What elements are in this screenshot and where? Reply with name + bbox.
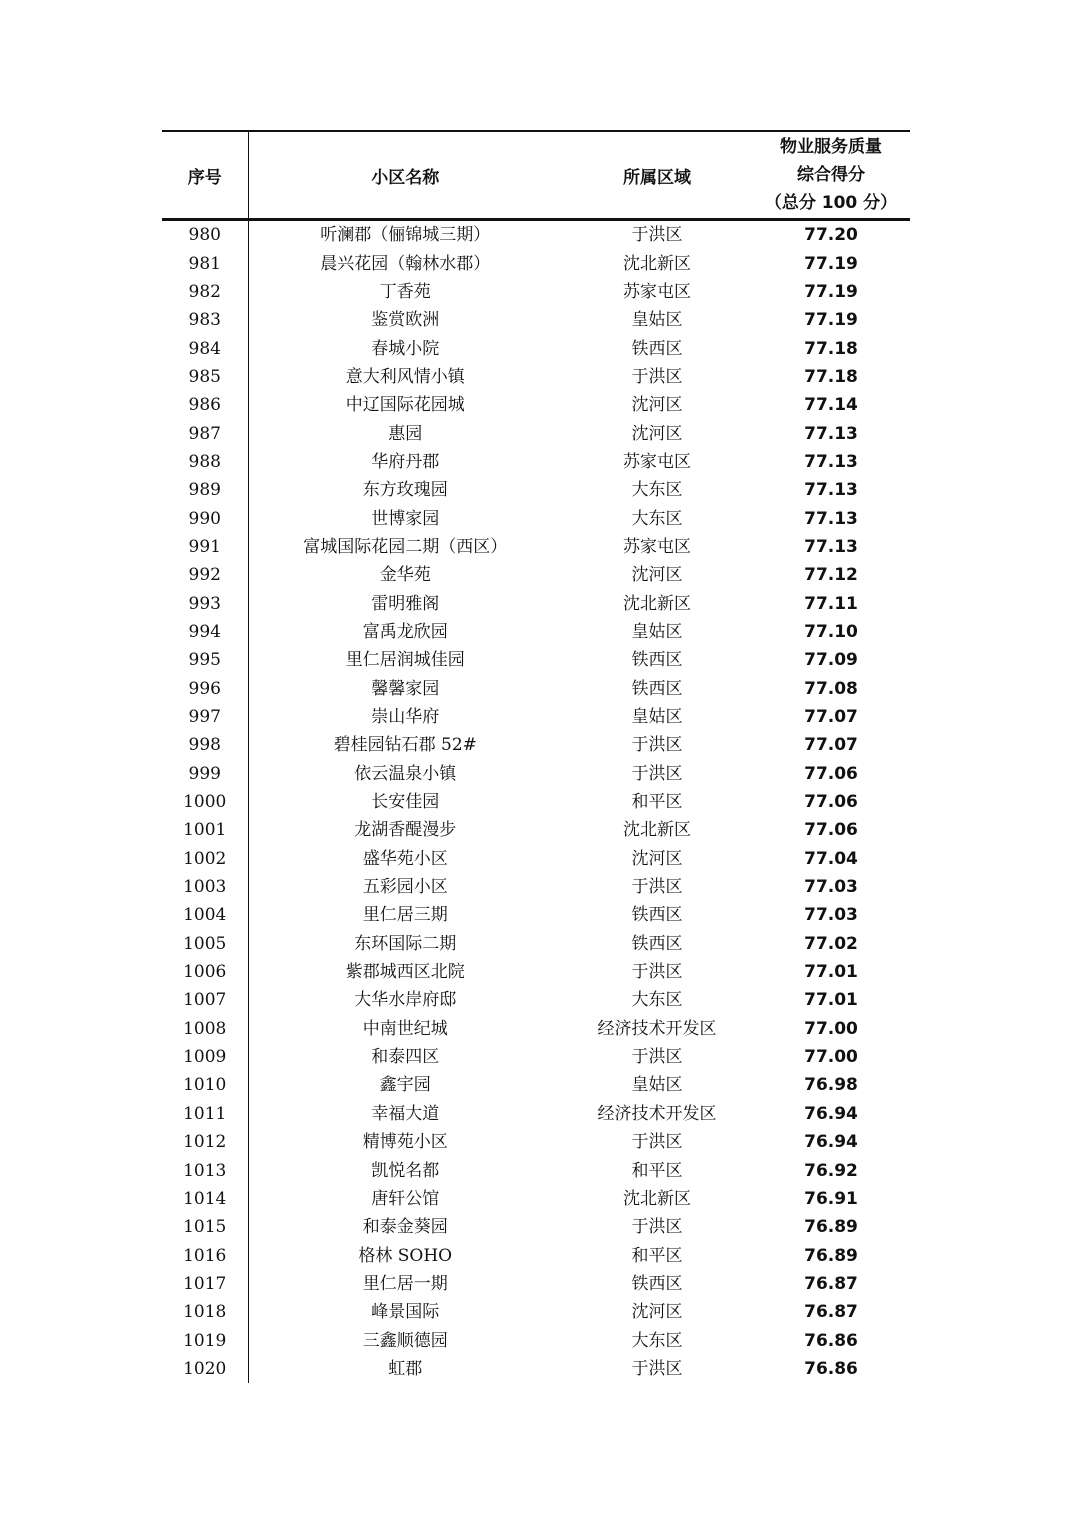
row-community-name: 东环国际二期 (354, 933, 457, 954)
row-score: 76.91 (804, 1188, 858, 1209)
table-row (162, 391, 910, 419)
row-district: 铁西区 (631, 678, 683, 699)
row-score: 76.98 (804, 1075, 858, 1096)
row-district: 沈北新区 (623, 1188, 691, 1209)
row-community-name: 春城小院 (371, 338, 440, 359)
row-district: 皇姑区 (631, 621, 683, 642)
row-district: 于洪区 (631, 1358, 683, 1379)
row-district: 大东区 (631, 990, 683, 1011)
row-index: 992 (162, 561, 248, 589)
row-index: 989 (162, 476, 248, 504)
row-district: 铁西区 (631, 650, 683, 671)
table-row (162, 1100, 910, 1128)
row-community-name: 三鑫顺德园 (362, 1330, 448, 1351)
row-community-name: 鑫宇园 (379, 1075, 431, 1096)
row-community-name: 龙湖香醍漫步 (354, 820, 457, 841)
row-index: 1004 (162, 901, 248, 929)
header-score-line1: 物业服务质量 (780, 137, 882, 157)
row-score: 77.13 (804, 536, 858, 557)
row-community-name: 鉴赏欧洲 (371, 310, 440, 331)
row-community-name: 惠园 (388, 423, 423, 444)
row-district: 经济技术开发区 (597, 1103, 717, 1124)
row-community-name: 华府丹郡 (371, 451, 440, 472)
row-district: 经济技术开发区 (597, 1018, 717, 1039)
row-community-name: 富城国际花园二期（西区） (303, 536, 508, 557)
row-index: 984 (162, 334, 248, 362)
table-row (162, 646, 910, 674)
table-row (162, 1298, 910, 1326)
row-score: 77.02 (804, 933, 858, 954)
row-community-name: 中南世纪城 (362, 1018, 448, 1039)
table-row (162, 873, 910, 901)
row-score: 77.18 (804, 338, 858, 359)
table-row (162, 958, 910, 986)
table-row (162, 1270, 910, 1298)
row-score: 77.03 (804, 877, 858, 898)
row-community-name: 雷明雅阁 (371, 593, 440, 614)
row-score: 77.06 (804, 792, 858, 813)
table-row (162, 618, 910, 646)
table-row (162, 1043, 910, 1071)
row-score: 77.11 (804, 593, 858, 614)
row-score: 77.07 (804, 707, 858, 728)
table-row (162, 901, 910, 929)
row-community-name: 世博家园 (371, 508, 440, 529)
row-score: 76.94 (804, 1132, 858, 1153)
row-score: 76.92 (804, 1160, 858, 1181)
row-index: 1019 (162, 1326, 248, 1354)
row-community-name: 唐轩公馆 (371, 1188, 440, 1209)
row-district: 于洪区 (631, 225, 683, 246)
row-index: 988 (162, 448, 248, 476)
table-row (162, 986, 910, 1014)
header-score-line3: （总分 100 分） (764, 193, 898, 213)
row-community-name: 凯悦名都 (371, 1160, 440, 1181)
row-community-name: 馨馨家园 (371, 678, 440, 699)
table-row (162, 363, 910, 391)
row-index: 1003 (162, 873, 248, 901)
table-row (162, 249, 910, 277)
row-district: 沈河区 (631, 395, 683, 416)
row-score: 77.18 (804, 366, 858, 387)
row-index: 995 (162, 646, 248, 674)
row-district: 于洪区 (631, 735, 683, 756)
row-index: 1016 (162, 1241, 248, 1269)
row-community-name: 晨兴花园（翰林水郡） (320, 253, 491, 274)
table-row (162, 1156, 910, 1184)
row-district: 皇姑区 (631, 1075, 683, 1096)
row-score: 77.03 (804, 905, 858, 926)
row-score: 76.89 (804, 1245, 858, 1266)
row-score: 77.19 (804, 310, 858, 331)
row-community-name: 五彩园小区 (362, 877, 448, 898)
header-name: 小区名称 (248, 131, 562, 220)
row-index: 1013 (162, 1156, 248, 1184)
row-index: 1012 (162, 1128, 248, 1156)
row-district: 和平区 (631, 792, 683, 813)
row-community-name: 碧桂园钻石郡 52# (333, 735, 477, 756)
row-index: 991 (162, 533, 248, 561)
row-score: 77.13 (804, 423, 858, 444)
row-community-name: 大华水岸府邸 (354, 990, 457, 1011)
row-index: 987 (162, 419, 248, 447)
row-index: 996 (162, 675, 248, 703)
row-community-name: 格林 SOHO (358, 1245, 453, 1266)
table-row (162, 589, 910, 617)
row-community-name: 东方玫瑰园 (362, 480, 448, 501)
row-index: 986 (162, 391, 248, 419)
row-district: 大东区 (631, 1330, 683, 1351)
table-row (162, 1326, 910, 1354)
row-district: 沈河区 (631, 423, 683, 444)
row-index: 1015 (162, 1213, 248, 1241)
table-row (162, 760, 910, 788)
row-score: 77.09 (804, 650, 858, 671)
row-community-name: 崇山华府 (371, 707, 440, 728)
row-community-name: 意大利风情小镇 (345, 366, 465, 387)
row-community-name: 幸福大道 (371, 1103, 440, 1124)
row-community-name: 里仁居三期 (362, 905, 448, 926)
row-score: 77.01 (804, 962, 858, 983)
row-community-name: 富禹龙欣园 (362, 621, 448, 642)
row-index: 993 (162, 589, 248, 617)
table-row (162, 476, 910, 504)
row-district: 沈北新区 (623, 593, 691, 614)
row-score: 77.19 (804, 281, 858, 302)
row-index: 999 (162, 760, 248, 788)
row-score: 77.20 (804, 225, 858, 246)
table-row (162, 334, 910, 362)
row-district: 于洪区 (631, 366, 683, 387)
row-district: 苏家屯区 (623, 536, 691, 557)
table-row (162, 845, 910, 873)
row-score: 77.13 (804, 480, 858, 501)
row-index: 990 (162, 504, 248, 532)
table-row (162, 419, 910, 447)
table-body (162, 220, 910, 1384)
row-community-name: 金华苑 (379, 565, 431, 586)
row-index: 1002 (162, 845, 248, 873)
row-index: 982 (162, 278, 248, 306)
header-index: 序号 (162, 131, 248, 220)
row-community-name: 里仁居润城佳园 (345, 650, 465, 671)
table-row (162, 930, 910, 958)
row-district: 铁西区 (631, 933, 683, 954)
table-row (162, 1241, 910, 1269)
table-row (162, 306, 910, 334)
header-row (162, 131, 910, 220)
row-score: 77.07 (804, 735, 858, 756)
row-district: 于洪区 (631, 1217, 683, 1238)
table-row (162, 816, 910, 844)
table-row (162, 533, 910, 561)
row-district: 皇姑区 (631, 310, 683, 331)
row-community-name: 长安佳园 (371, 792, 440, 813)
row-community-name: 虹郡 (388, 1358, 423, 1379)
row-score: 77.06 (804, 820, 858, 841)
row-community-name: 里仁居一期 (362, 1273, 448, 1294)
row-score: 77.10 (804, 621, 858, 642)
row-index: 1001 (162, 816, 248, 844)
row-index: 1018 (162, 1298, 248, 1326)
row-index: 1017 (162, 1270, 248, 1298)
row-index: 980 (162, 220, 248, 250)
row-community-name: 依云温泉小镇 (354, 763, 457, 784)
property-service-ranking-table (162, 130, 910, 1383)
table-row (162, 504, 910, 532)
row-district: 于洪区 (631, 763, 683, 784)
header-score (752, 131, 910, 220)
table-row (162, 220, 910, 250)
row-index: 981 (162, 249, 248, 277)
table-row (162, 448, 910, 476)
row-score: 77.08 (804, 678, 858, 699)
row-community-name: 紫郡城西区北院 (345, 962, 465, 983)
row-community-name: 中辽国际花园城 (345, 395, 465, 416)
row-district: 沈河区 (631, 1302, 683, 1323)
row-district: 铁西区 (631, 338, 683, 359)
row-district: 大东区 (631, 508, 683, 529)
row-score: 77.12 (804, 565, 858, 586)
row-index: 1020 (162, 1355, 248, 1383)
row-index: 985 (162, 363, 248, 391)
row-district: 于洪区 (631, 1132, 683, 1153)
row-district: 苏家屯区 (623, 281, 691, 302)
row-community-name: 精博苑小区 (362, 1132, 448, 1153)
row-district: 于洪区 (631, 877, 683, 898)
row-index: 1007 (162, 986, 248, 1014)
row-district: 皇姑区 (631, 707, 683, 728)
table-row (162, 1071, 910, 1099)
row-index: 1009 (162, 1043, 248, 1071)
row-district: 于洪区 (631, 962, 683, 983)
table-row (162, 1128, 910, 1156)
row-score: 76.87 (804, 1302, 858, 1323)
table-row (162, 278, 910, 306)
table-header (162, 131, 910, 220)
row-score: 77.00 (804, 1018, 858, 1039)
header-district: 所属区域 (562, 131, 752, 220)
row-score: 77.04 (804, 848, 858, 869)
row-score: 77.19 (804, 253, 858, 274)
ranking-table-container (162, 130, 910, 1383)
row-district: 铁西区 (631, 905, 683, 926)
row-index: 997 (162, 703, 248, 731)
row-index: 1010 (162, 1071, 248, 1099)
row-score: 77.14 (804, 395, 858, 416)
row-index: 1006 (162, 958, 248, 986)
row-community-name: 听澜郡（俪锦城三期） (320, 225, 491, 246)
row-index: 983 (162, 306, 248, 334)
row-index: 1008 (162, 1015, 248, 1043)
row-community-name: 和泰金葵园 (362, 1217, 448, 1238)
row-district: 沈北新区 (623, 820, 691, 841)
row-score: 76.86 (804, 1330, 858, 1351)
row-district: 沈河区 (631, 565, 683, 586)
table-row (162, 703, 910, 731)
row-district: 和平区 (631, 1160, 683, 1181)
row-index: 998 (162, 731, 248, 759)
row-score: 76.94 (804, 1103, 858, 1124)
table-row (162, 788, 910, 816)
table-row (162, 675, 910, 703)
row-score: 76.89 (804, 1217, 858, 1238)
row-index: 994 (162, 618, 248, 646)
row-community-name: 盛华苑小区 (362, 848, 448, 869)
row-district: 于洪区 (631, 1047, 683, 1068)
row-score: 76.87 (804, 1273, 858, 1294)
table-row (162, 1213, 910, 1241)
row-score: 77.13 (804, 508, 858, 529)
row-index: 1005 (162, 930, 248, 958)
table-row (162, 731, 910, 759)
header-score-line2: 综合得分 (797, 165, 865, 185)
row-score: 77.13 (804, 451, 858, 472)
row-community-name: 丁香苑 (379, 281, 431, 302)
row-index: 1014 (162, 1185, 248, 1213)
table-row (162, 1355, 910, 1383)
row-index: 1000 (162, 788, 248, 816)
row-district: 沈北新区 (623, 253, 691, 274)
row-community-name: 峰景国际 (371, 1302, 440, 1323)
row-district: 沈河区 (631, 848, 683, 869)
row-district: 铁西区 (631, 1273, 683, 1294)
row-score: 76.86 (804, 1358, 858, 1379)
row-score: 77.00 (804, 1047, 858, 1068)
row-score: 77.06 (804, 763, 858, 784)
row-index: 1011 (162, 1100, 248, 1128)
table-row (162, 1185, 910, 1213)
row-district: 和平区 (631, 1245, 683, 1266)
table-row (162, 1015, 910, 1043)
row-district: 大东区 (631, 480, 683, 501)
row-district: 苏家屯区 (623, 451, 691, 472)
table-row (162, 561, 910, 589)
row-community-name: 和泰四区 (371, 1047, 440, 1068)
row-score: 77.01 (804, 990, 858, 1011)
